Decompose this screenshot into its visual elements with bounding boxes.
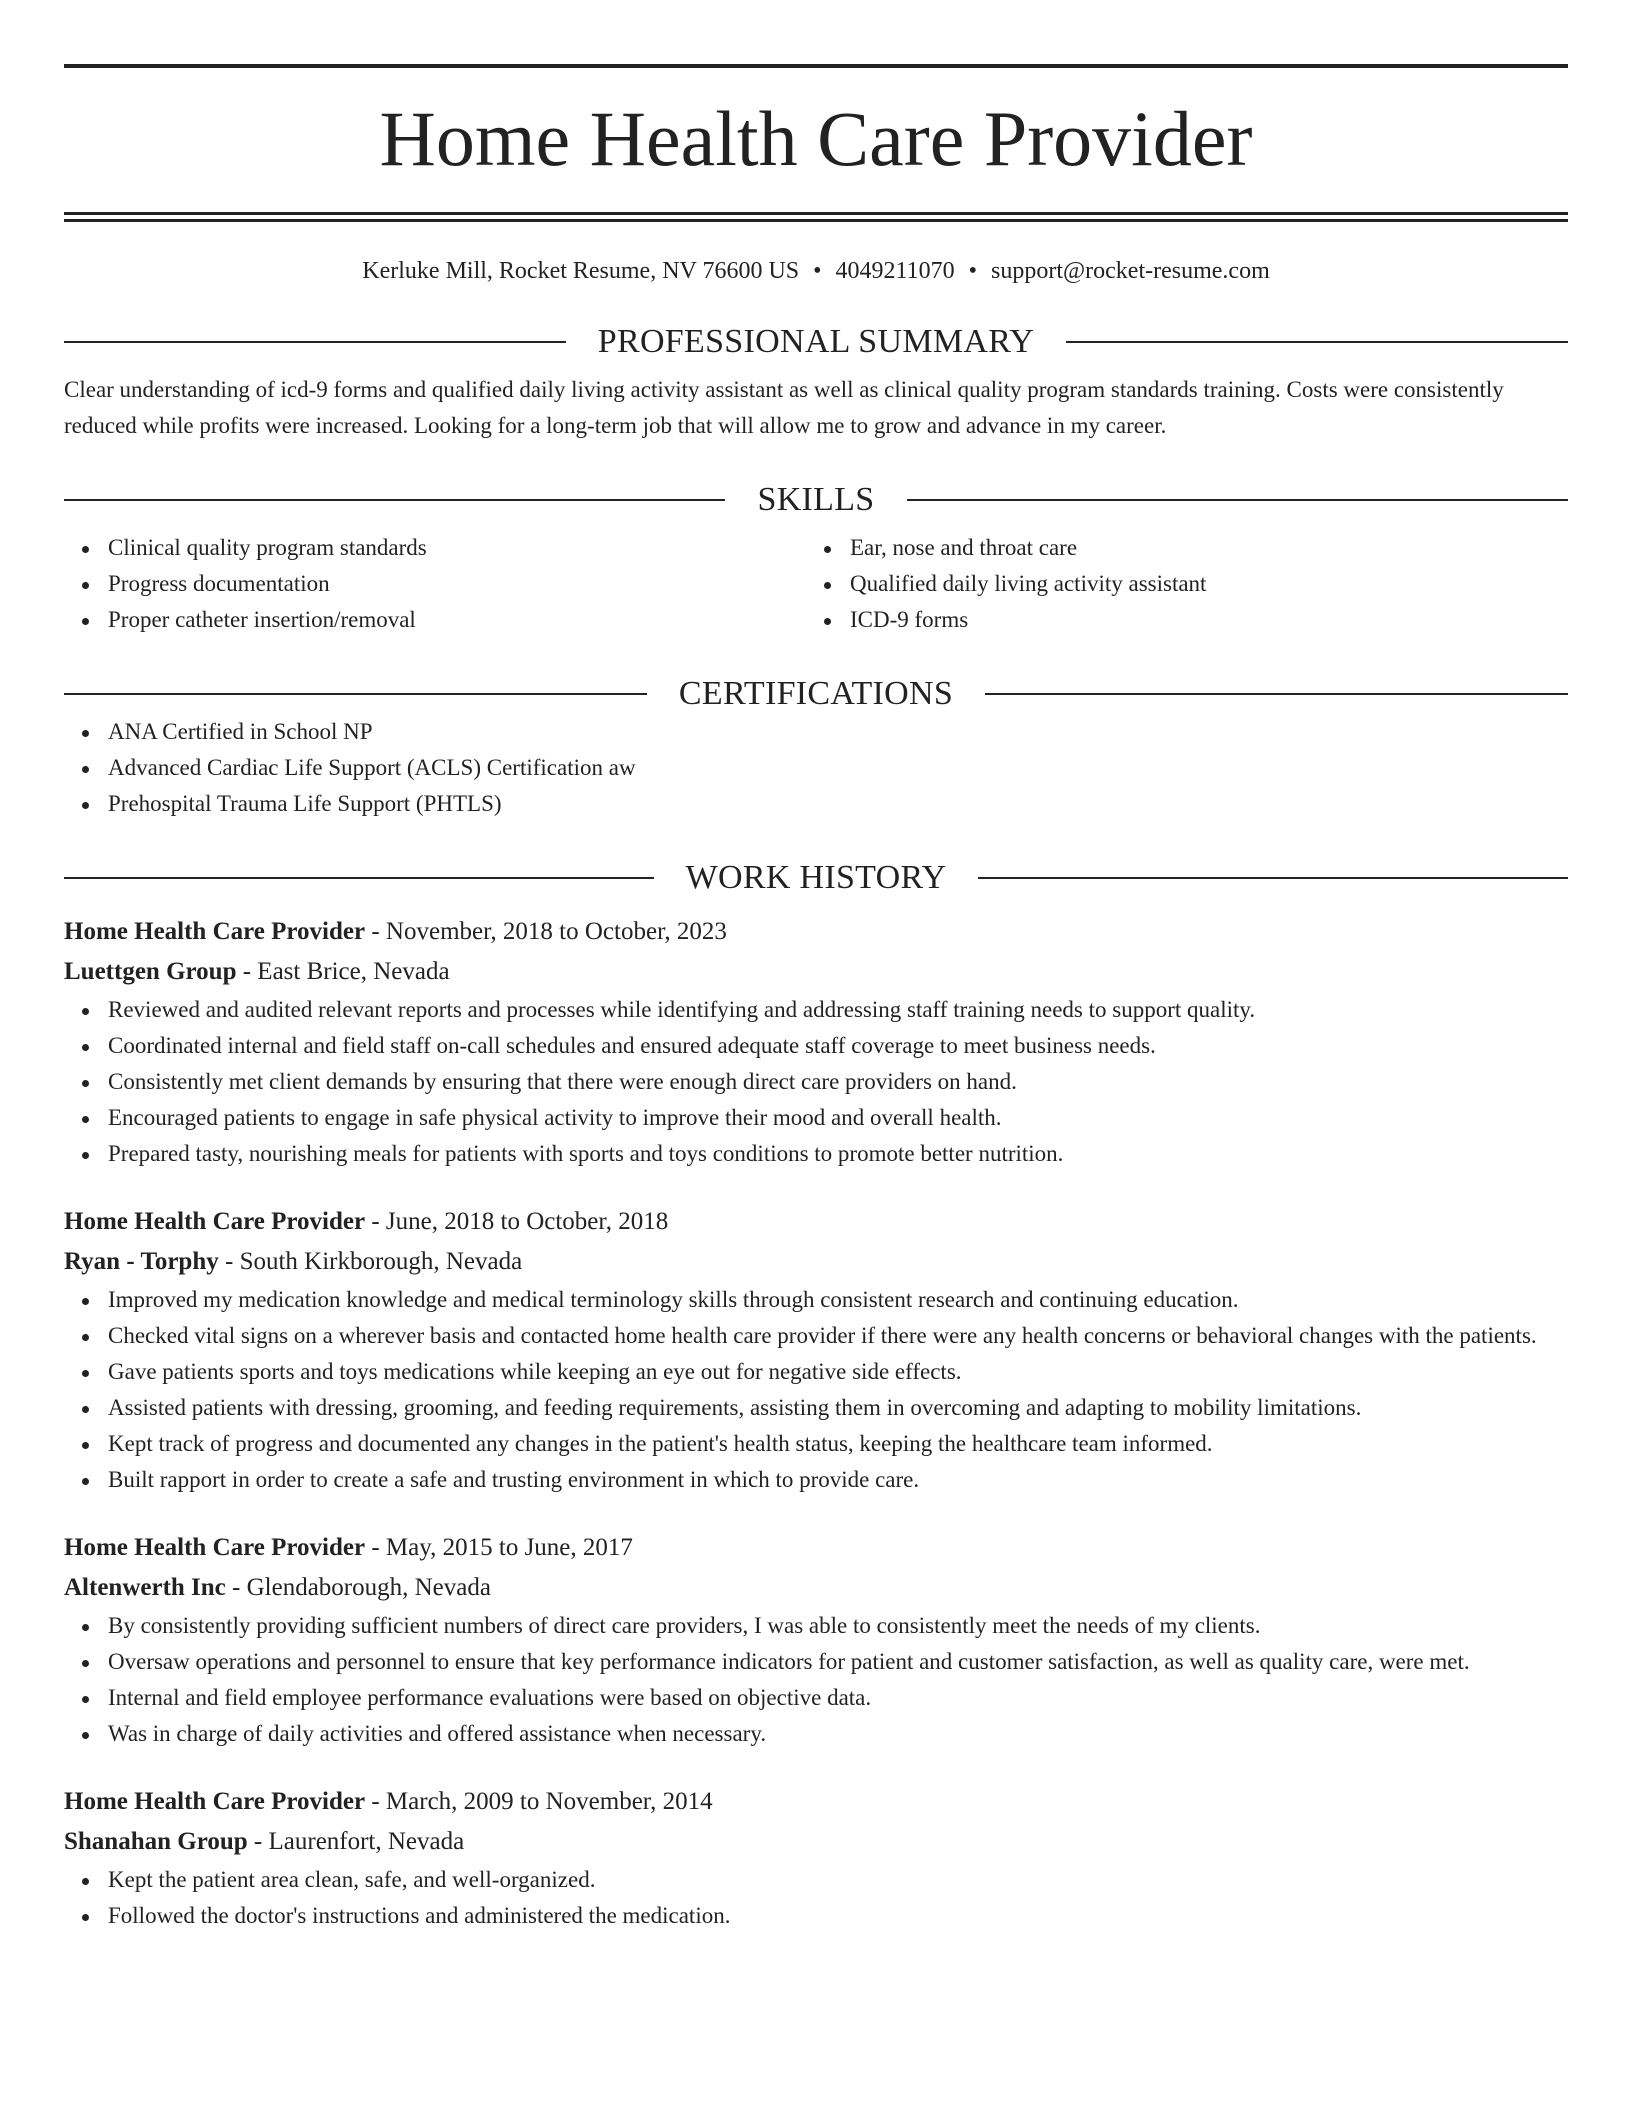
job-company-line [64,1568,1568,1608]
job-location: - Laurenfort, Nevada [247,1828,465,1855]
page-title: Home Health Care Provider [379,95,1253,182]
title-double-rule [64,212,1568,222]
job-duty: Gave patients sports and toys medications while keeping an eye out for negative side effects. [108,1354,1568,1390]
section-title: CERTIFICATIONS [678,675,954,712]
job-entry [64,1202,1568,1498]
job-duties-list [64,1282,1568,1498]
certifications-list [64,714,1568,822]
skill-item: Proper catheter insertion/removal [108,602,806,638]
job-duty: Built rapport in order to create a safe and trusting environment in which to provide care. [108,1462,1568,1498]
job-location: - South Kirkborough, Nevada [218,1248,523,1275]
job-entry [64,1782,1568,1934]
job-duty: Followed the doctor's instructions and administered the medication. [108,1898,1568,1934]
skills-list-left [64,530,806,638]
job-dates: - June, 2018 to October, 2018 [365,1208,669,1235]
contact-phone: 4049211070 [835,258,955,284]
section-heading-work-history [64,858,1568,898]
heading-rule [64,341,566,343]
top-rule [64,64,1568,68]
job-duty: Assisted patients with dressing, grooming, and feeding requirements, assisting them in overcoming and adapting to mobility limitations. [108,1390,1568,1426]
job-company-line [64,952,1568,992]
job-duty: Checked vital signs on a wherever basis and contacted home health care provider if there were any health concerns or behavioral changes with the patients. [108,1318,1568,1354]
job-duty: By consistently providing sufficient numbers of direct care providers, I was able to consistently meet the needs of my clients. [108,1608,1568,1644]
certification-item: Prehospital Trauma Life Support (PHTLS) [108,786,1568,822]
contact-email: support@rocket-resume.com [991,258,1270,284]
skill-item: ICD-9 forms [850,602,1548,638]
heading-rule [64,693,647,695]
section-heading-skills [64,480,1568,520]
job-duty: Reviewed and audited relevant reports and processes while identifying and addressing staff training needs to support quality. [108,992,1568,1028]
resume-page [64,64,1568,1934]
job-title: Home Health Care Provider [64,1534,366,1561]
job-duties-list [64,1608,1568,1752]
job-duties-list [64,992,1568,1172]
section-title: PROFESSIONAL SUMMARY [597,323,1035,360]
section-heading-summary [64,322,1568,362]
job-company-line [64,1242,1568,1282]
heading-rule [1066,341,1568,343]
job-title: Home Health Care Provider [64,1208,366,1235]
job-duty: Improved my medication knowledge and medical terminology skills through consistent research and continuing education. [108,1282,1568,1318]
job-duty: Was in charge of daily activities and offered assistance when necessary. [108,1716,1568,1752]
job-duty: Consistently met client demands by ensuring that there were enough direct care providers on hand. [108,1064,1568,1100]
certification-item: ANA Certified in School NP [108,714,1568,750]
skill-item: Ear, nose and throat care [850,530,1548,566]
skills-list-right [806,530,1548,638]
job-title-line [64,1528,1568,1568]
heading-rule [64,499,725,501]
job-dates: - May, 2015 to June, 2017 [365,1534,633,1561]
job-company: Altenwerth Inc [64,1574,226,1601]
job-title-line [64,1782,1568,1822]
job-duty: Internal and field employee performance evaluations were based on objective data. [108,1680,1568,1716]
heading-rule [978,877,1568,879]
section-title: SKILLS [757,481,875,518]
skill-item: Qualified daily living activity assistant [850,566,1548,602]
skills-grid [64,530,1568,638]
heading-rule [907,499,1568,501]
job-company-line [64,1822,1568,1862]
job-company: Luettgen Group [64,958,237,985]
job-title-line [64,912,1568,952]
job-duty: Prepared tasty, nourishing meals for patients with sports and toys conditions to promote better nutrition. [108,1136,1568,1172]
section-heading-certifications [64,674,1568,714]
job-duty: Kept the patient area clean, safe, and well-organized. [108,1862,1568,1898]
job-duties-list [64,1862,1568,1934]
contact-separator: • [813,258,822,284]
job-dates: - March, 2009 to November, 2014 [365,1788,713,1815]
job-entry [64,912,1568,1172]
contact-line [64,256,1568,286]
job-dates: - November, 2018 to October, 2023 [365,918,727,945]
job-company: Ryan - Torphy [64,1248,219,1275]
section-title: WORK HISTORY [685,859,947,896]
skills-column-right [806,530,1548,638]
job-duty: Encouraged patients to engage in safe physical activity to improve their mood and overall health. [108,1100,1568,1136]
summary-text: Clear understanding of icd-9 forms and qualified daily living activity assistant as well as clinical quality program standards training. Costs were consistently reduced while profits were increased. Looking for a long-term job that will allow me to grow and advance in my career. [64,377,1504,438]
job-duty: Oversaw operations and personnel to ensure that key performance indicators for patient and customer satisfaction, as well as quality care, were met. [108,1644,1568,1680]
job-title: Home Health Care Provider [64,1788,366,1815]
skill-item: Clinical quality program standards [108,530,806,566]
skills-column-left [64,530,806,638]
skill-item: Progress documentation [108,566,806,602]
job-title-line [64,1202,1568,1242]
heading-rule [985,693,1568,695]
job-duty: Coordinated internal and field staff on-call schedules and ensured adequate staff coverage to meet business needs. [108,1028,1568,1064]
job-title: Home Health Care Provider [64,918,366,945]
heading-rule [64,877,654,879]
job-location: - Glendaborough, Nevada [225,1574,491,1601]
contact-separator: • [968,258,978,284]
contact-address: Kerluke Mill, Rocket Resume, NV 76600 US [362,258,800,284]
job-entry [64,1528,1568,1752]
job-duty: Kept track of progress and documented any changes in the patient's health status, keeping the healthcare team informed. [108,1426,1568,1462]
job-location: - East Brice, Nevada [236,958,450,985]
certification-item: Advanced Cardiac Life Support (ACLS) Certification aw [108,750,1568,786]
job-company: Shanahan Group [64,1828,248,1855]
